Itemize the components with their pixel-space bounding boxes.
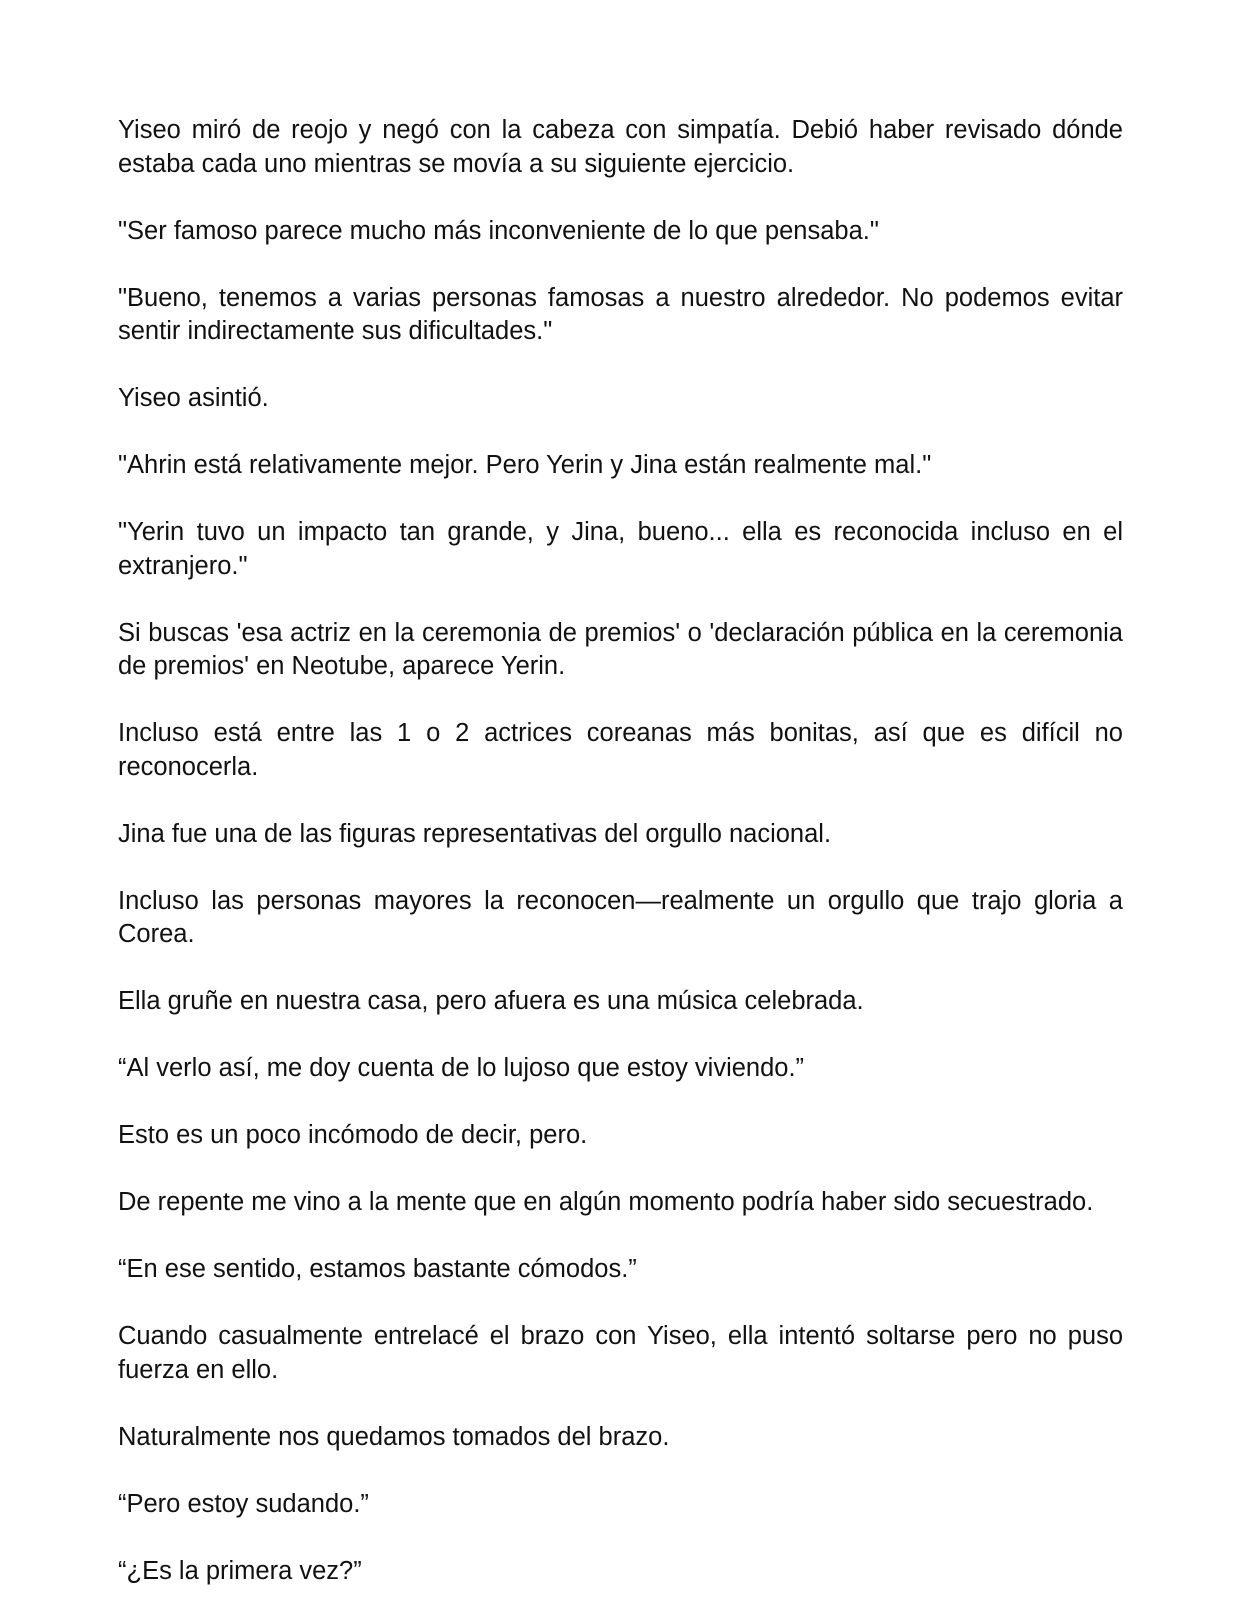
paragraph: Yiseo asintió. xyxy=(118,384,269,412)
paragraph: Incluso está entre las 1 o 2 actrices coreanas más bonitas, así que es difícil no reconocerla. xyxy=(118,719,1123,781)
paragraph: "Ahrin está relativamente mejor. Pero Yerin y Jina están realmente mal." xyxy=(118,451,932,479)
paragraph: Incluso las personas mayores la reconocen—realmente un orgullo que trajo gloria a Corea. xyxy=(118,886,1123,948)
paragraph: Ella gruñe en nuestra casa, pero afuera es una música celebrada. xyxy=(118,987,864,1015)
paragraph: "Bueno, tenemos a varias personas famosas a nuestro alrededor. No podemos evitar sentir indirectamente sus dificultades." xyxy=(118,283,1123,345)
paragraph: “Pero estoy sudando.” xyxy=(118,1489,369,1518)
document-body xyxy=(118,114,1123,1620)
paragraph: Naturalmente nos quedamos tomados del brazo. xyxy=(118,1422,670,1451)
paragraph: De repente me vino a la mente que en algún momento podría haber sido secuestrado. xyxy=(118,1188,1094,1216)
paragraph: “¿Es la primera vez?” xyxy=(118,1556,362,1585)
paragraph: “En ese sentido, estamos bastante cómodos.” xyxy=(118,1255,637,1283)
paragraph: “Al verlo así, me doy cuenta de lo lujoso que estoy viviendo.” xyxy=(118,1054,805,1082)
paragraph: Si buscas 'esa actriz en la ceremonia de premios' o 'declaración pública en la ceremonia de premios' en Neotube, aparece Yerin. xyxy=(118,618,1123,680)
paragraph: Jina fue una de las figuras representativas del orgullo nacional. xyxy=(118,819,832,848)
paragraph: Cuando casualmente entrelacé el brazo con Yiseo, ella intentó soltarse pero no puso fuerza en ello. xyxy=(118,1322,1123,1384)
paragraph: "Yerin tuvo un impacto tan grande, y Jina, bueno... ella es reconocida incluso en el extranjero." xyxy=(118,518,1123,580)
paragraph: Yiseo miró de reojo y negó con la cabeza con simpatía. Debió haber revisado dónde estaba cada uno mientras se movía a su siguiente ejercicio. xyxy=(118,116,1123,178)
paragraph: "Ser famoso parece mucho más inconveniente de lo que pensaba." xyxy=(118,216,879,245)
paragraph: Esto es un poco incómodo de decir, pero. xyxy=(118,1121,588,1149)
